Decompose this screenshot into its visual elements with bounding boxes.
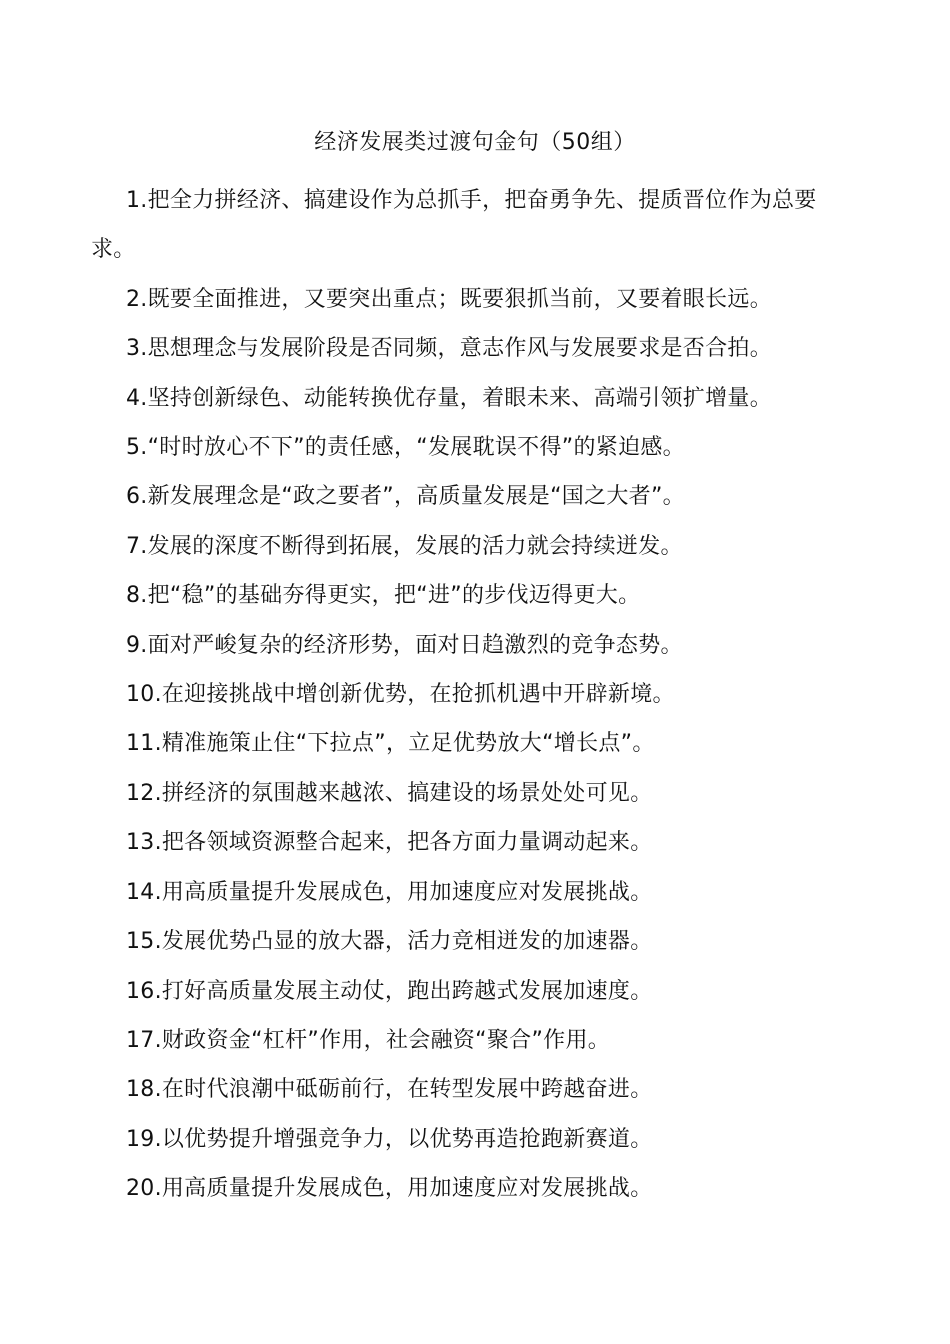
list-item: 5.“时时放心不下”的责任感，“发展耽误不得”的紧迫感。 (126, 435, 685, 461)
list-item: 2.既要全面推进，又要突出重点；既要狠抓当前，又要着眼长远。 (126, 286, 772, 312)
list-item: 14.用高质量提升发展成色，用加速度应对发展挑战。 (126, 879, 653, 905)
list-item: 7.发展的深度不断得到拓展，发展的活力就会持续迸发。 (126, 533, 683, 559)
document-title: 经济发展类过渡句金句（50组） (314, 130, 636, 155)
list-item: 16.打好高质量发展主动仗，跑出跨越式发展加速度。 (126, 978, 653, 1004)
list-item: 9.面对严峻复杂的经济形势，面对日趋激烈的竞争态势。 (126, 632, 683, 658)
list-item: 4.坚持创新绿色、动能转换优存量，着眼未来、高端引领扩增量。 (126, 385, 772, 411)
list-item: 8.把“稳”的基础夯得更实，把“进”的步伐迈得更大。 (126, 583, 641, 609)
list-item: 6.新发展理念是“政之要者”，高质量发展是“国之大者”。 (126, 484, 685, 510)
list-item: 20.用高质量提升发展成色，用加速度应对发展挑战。 (126, 1176, 653, 1202)
list-item: 11.精准施策止住“下拉点”，立足优势放大“增长点”。 (126, 731, 655, 757)
list-item: 3.思想理念与发展阶段是否同频，意志作风与发展要求是否合拍。 (126, 336, 772, 362)
list-item: 15.发展优势凸显的放大器，活力竞相迸发的加速器。 (126, 929, 653, 955)
list-item: 17.财政资金“杠杆”作用，社会融资“聚合”作用。 (126, 1027, 611, 1053)
list-item: 13.把各领域资源整合起来，把各方面力量调动起来。 (126, 830, 653, 856)
list-item: 1.把全力拼经济、搞建设作为总抓手，把奋勇争先、提质晋位作为总要求。 (91, 188, 817, 263)
list-item: 19.以优势提升增强竞争力，以优势再造抢跑新赛道。 (126, 1126, 653, 1152)
list-item: 18.在时代浪潮中砥砺前行，在转型发展中跨越奋进。 (126, 1077, 653, 1103)
list-item: 10.在迎接挑战中增创新优势，在抢抓机遇中开辟新境。 (126, 682, 675, 708)
list-item: 12.拼经济的氛围越来越浓、搞建设的场景处处可见。 (126, 780, 653, 806)
item-list (91, 176, 851, 1214)
